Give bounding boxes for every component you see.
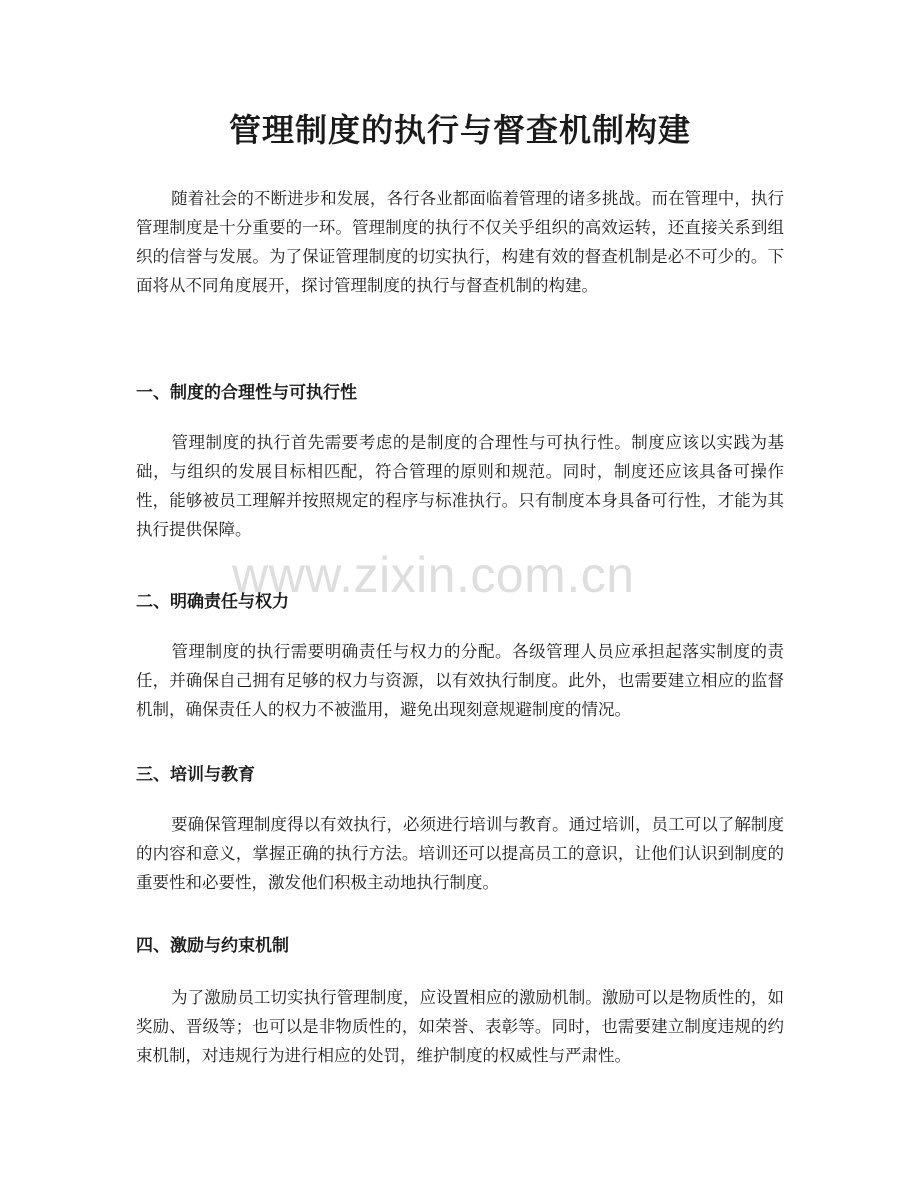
section-heading-1: 一、制度的合理性与可执行性 (136, 383, 357, 403)
section-heading-3: 三、培训与教育 (136, 765, 255, 785)
section-body-3 (136, 810, 784, 897)
section-body-4 (136, 983, 784, 1070)
section-heading-2: 二、明确责任与权力 (136, 592, 289, 612)
section-body-1 (136, 428, 784, 544)
section-text-4: 为了激励员工切实执行管理制度，应设置相应的激励机制。激励可以是物质性的，如奖励、晋级等；也可以是非物质性的，如荣誉、表彰等。同时，也需要建立制度违规的约束机制，对违规行为进行相应的处罚，维护制度的权威性与严肃性。 (136, 988, 784, 1065)
intro-text: 随着社会的不断进步和发展，各行各业都面临着管理的诸多挑战。而在管理中，执行管理制度是十分重要的一环。管理制度的执行不仅关乎组织的高效运转，还直接关系到组织的信誉与发展。为了保证管理制度的切实执行，构建有效的督查机制是必不可少的。下面将从不同角度展开，探讨管理制度的执行与督查机制的构建。 (136, 189, 784, 295)
section-text-3: 要确保管理制度得以有效执行，必须进行培训与教育。通过培训，员工可以了解制度的内容和意义，掌握正确的执行方法。培训还可以提高员工的意识，让他们认识到制度的重要性和必要性，激发他们积极主动地执行制度。 (136, 815, 784, 892)
section-body-2 (136, 637, 784, 724)
watermark: www.zixin.com.cn (232, 547, 635, 603)
section-heading-4: 四、激励与约束机制 (136, 936, 289, 956)
section-text-2: 管理制度的执行需要明确责任与权力的分配。各级管理人员应承担起落实制度的责任，并确保自己拥有足够的权力与资源，以有效执行制度。此外，也需要建立相应的监督机制，确保责任人的权力不被滥用，避免出现刻意规避制度的情况。 (136, 642, 784, 719)
document-title: 管理制度的执行与督查机制构建 (228, 111, 691, 149)
section-text-1: 管理制度的执行首先需要考虑的是制度的合理性与可执行性。制度应该以实践为基础，与组织的发展目标相匹配，符合管理的原则和规范。同时，制度还应该具备可操作性，能够被员工理解并按照规定的程序与标准执行。只有制度本身具备可行性，才能为其执行提供保障。 (136, 433, 784, 539)
intro-paragraph (136, 184, 784, 300)
